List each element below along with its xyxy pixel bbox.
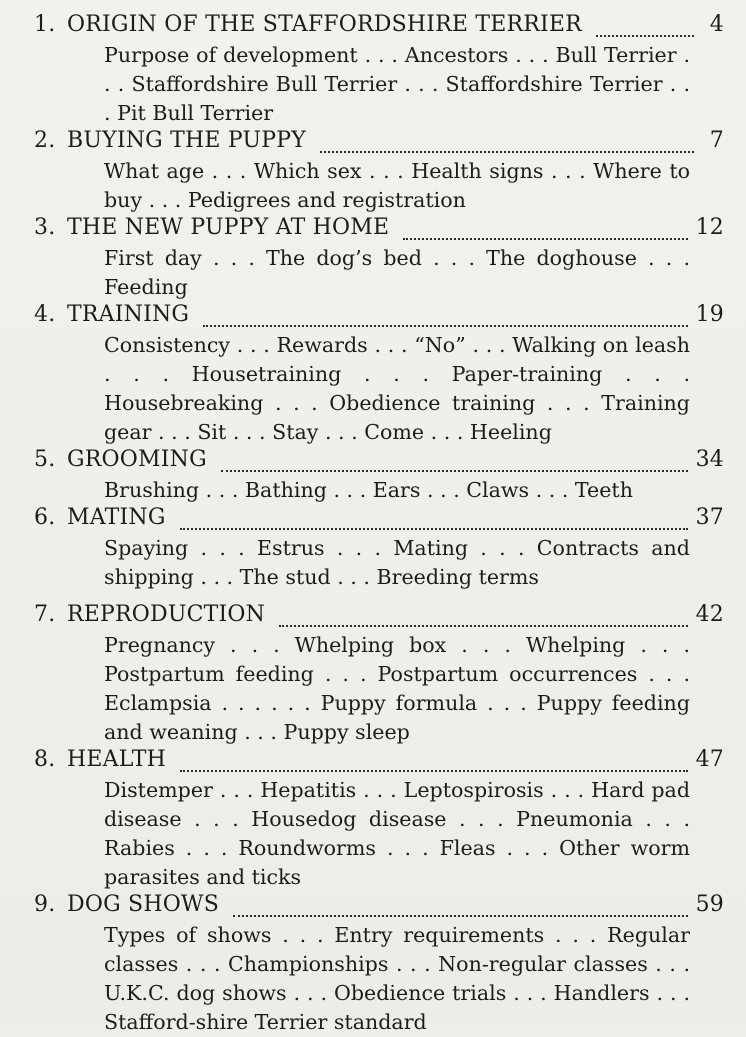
chapter-heading-row bbox=[34, 302, 724, 331]
chapter-entry-8 bbox=[34, 747, 724, 892]
chapter-number: 3. bbox=[34, 215, 56, 240]
chapter-topics: Distemper . . . Hepatitis . . . Leptospirosis . . . Hard pad disease . . . Housedog disease . . . Pneumonia . . . Rabies . . . Roundworms . . . Fleas . . . Other worm parasites and ticks bbox=[104, 778, 690, 889]
dot-leader bbox=[180, 528, 688, 530]
page-number: 34 bbox=[695, 447, 724, 472]
chapter-number: 8. bbox=[34, 747, 56, 772]
page-number: 4 bbox=[709, 12, 724, 37]
chapter-heading-row bbox=[34, 128, 724, 157]
chapter-topics: Purpose of development . . . Ancestors . . . Bull Terrier . . . Staffordshire Bull Terrier . . . Staffordshire Terrier . . . Pit Bull Terrier bbox=[104, 43, 690, 125]
chapter-title: REPRODUCTION bbox=[67, 602, 266, 627]
dot-leader bbox=[320, 151, 694, 153]
chapter-topics: Pregnancy . . . Whelping box . . . Whelping . . . Postpartum feeding . . . Postpartum occurrences . . . Eclampsia . . . . . . Puppy formula . . . Puppy feeding and weaning . . . Puppy sleep bbox=[104, 633, 690, 744]
chapter-heading-row bbox=[34, 892, 724, 921]
chapter-topics: Types of shows . . . Entry requirements . . . Regular classes . . . Championships . . . Non-regular classes . . . U.K.C. dog shows . . . Obedience trials . . . Handlers . . . Stafford-shire Terrier standard bbox=[104, 923, 690, 1034]
chapter-heading-row bbox=[34, 447, 724, 476]
chapter-entry-7 bbox=[34, 602, 724, 747]
dot-leader bbox=[279, 625, 688, 627]
chapter-entry-4 bbox=[34, 302, 724, 447]
chapter-entry-6 bbox=[34, 505, 724, 592]
chapter-topics: Spaying . . . Estrus . . . Mating . . . Contracts and shipping . . . The stud . . . Breeding terms bbox=[104, 536, 690, 589]
chapter-number: 2. bbox=[34, 128, 56, 153]
chapter-entry-2 bbox=[34, 128, 724, 215]
chapter-title: TRAINING bbox=[67, 302, 190, 327]
chapter-heading-row bbox=[34, 215, 724, 244]
chapter-entry-9 bbox=[34, 892, 724, 1037]
chapter-heading-row bbox=[34, 505, 724, 534]
chapter-topics: What age . . . Which sex . . . Health signs . . . Where to buy . . . Pedigrees and registration bbox=[104, 159, 690, 212]
chapter-topics: Brushing . . . Bathing . . . Ears . . . Claws . . . Teeth bbox=[104, 478, 633, 502]
page-number: 59 bbox=[695, 892, 724, 917]
page-number: 12 bbox=[695, 215, 724, 240]
chapter-entry-5 bbox=[34, 447, 724, 505]
chapter-entry-3 bbox=[34, 215, 724, 302]
dot-leader bbox=[203, 325, 687, 327]
chapter-heading-row bbox=[34, 602, 724, 631]
chapter-number: 5. bbox=[34, 447, 56, 472]
chapter-title: BUYING THE PUPPY bbox=[67, 128, 306, 153]
chapter-number: 4. bbox=[34, 302, 56, 327]
chapter-title: MATING bbox=[67, 505, 166, 530]
dot-leader bbox=[180, 770, 688, 772]
spacer bbox=[34, 592, 724, 602]
chapter-title: HEALTH bbox=[67, 747, 167, 772]
dot-leader bbox=[233, 915, 688, 917]
chapter-entry-1 bbox=[34, 12, 724, 128]
page-number: 42 bbox=[695, 602, 724, 627]
chapter-number: 1. bbox=[34, 12, 56, 37]
page-number: 7 bbox=[709, 128, 724, 153]
table-of-contents bbox=[34, 12, 724, 1037]
chapter-topics: First day . . . The dog’s bed . . . The doghouse . . . Feeding bbox=[104, 246, 690, 299]
chapter-heading-row bbox=[34, 12, 724, 41]
chapter-title: THE NEW PUPPY AT HOME bbox=[67, 215, 390, 240]
dot-leader bbox=[403, 238, 687, 240]
page-number: 19 bbox=[695, 302, 724, 327]
chapter-title: GROOMING bbox=[67, 447, 207, 472]
dot-leader bbox=[596, 35, 694, 37]
chapter-topics: Consistency . . . Rewards . . . “No” . . . Walking on leash . . . Housetraining . . . Paper-training . . . Housebreaking . . . Obedience training . . . Training gear . . . Sit . . . Stay . . . Come . . . Heeling bbox=[104, 333, 690, 444]
chapter-title: ORIGIN OF THE STAFFORDSHIRE TERRIER bbox=[67, 12, 582, 37]
chapter-title: DOG SHOWS bbox=[67, 892, 220, 917]
dot-leader bbox=[221, 470, 688, 472]
page-number: 37 bbox=[695, 505, 724, 530]
chapter-number: 7. bbox=[34, 602, 56, 627]
chapter-number: 9. bbox=[34, 892, 56, 917]
page-number: 47 bbox=[695, 747, 724, 772]
chapter-number: 6. bbox=[34, 505, 56, 530]
chapter-heading-row bbox=[34, 747, 724, 776]
